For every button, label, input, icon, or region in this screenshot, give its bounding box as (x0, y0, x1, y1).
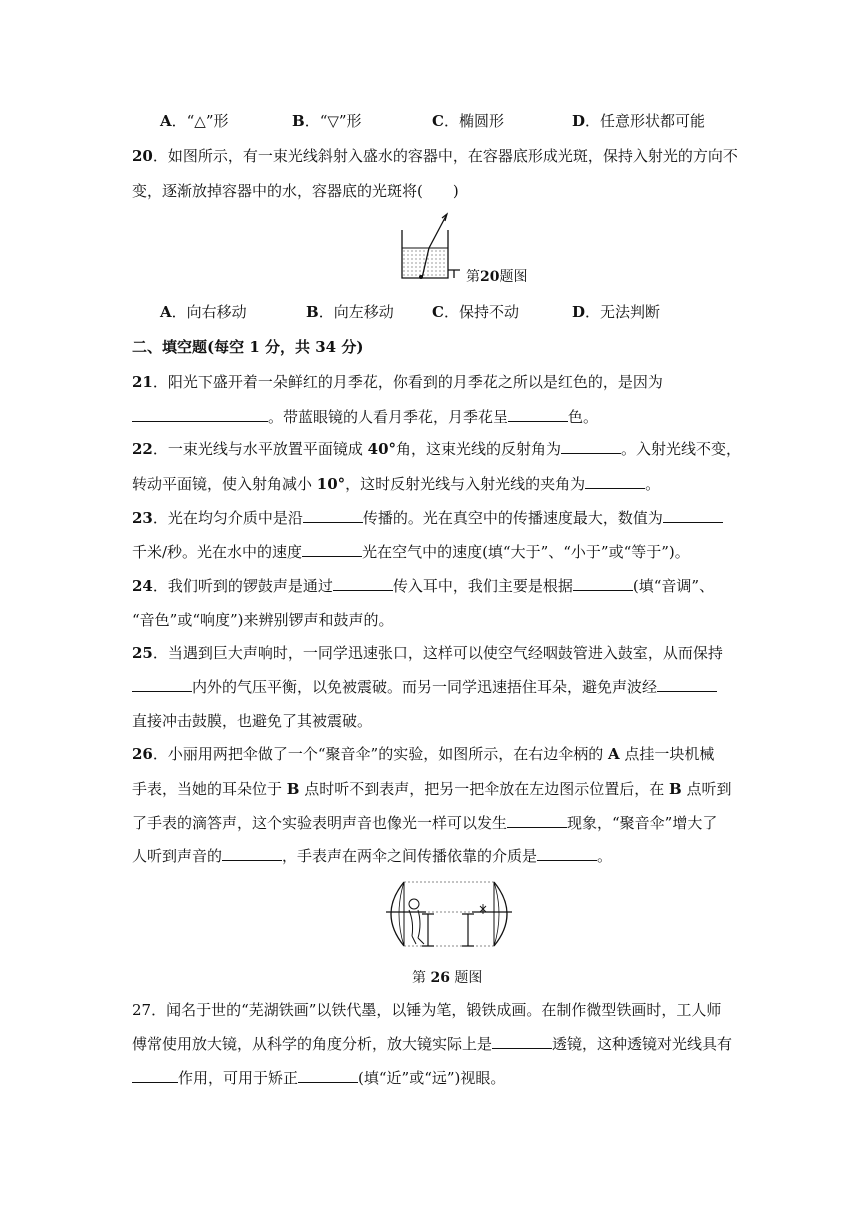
question-text: 色。 (568, 408, 599, 426)
question-text: ．阳光下盛开着一朵鲜红的月季花，你看到的月季花之所以是红色的，是因为 (152, 373, 663, 391)
q23-line-1 (132, 508, 723, 528)
question-text: ．我们听到的锣鼓声是通过 (152, 577, 333, 595)
option-text: ．“▽”形 (304, 112, 362, 130)
caption-number: 26 (430, 970, 450, 986)
q24-line-2 (132, 610, 394, 630)
q25-line-1 (132, 643, 723, 663)
option-text: ．保持不动 (443, 303, 519, 321)
question-text: 现象，“聚音伞”增大了 (567, 814, 718, 832)
option-text: ．向左移动 (318, 303, 394, 321)
answer-blank[interactable] (132, 407, 268, 422)
option-text: ．无法判断 (585, 303, 661, 321)
question-text: 角，这束光线的反射角为 (396, 440, 562, 458)
left-umbrella-rib (399, 882, 404, 946)
right-umbrella-canopy (494, 882, 507, 946)
question-number: 22 (132, 440, 153, 458)
question-text: ．一束光线与水平放置平面镜成 (152, 440, 368, 458)
q26-line-2 (132, 779, 731, 799)
answer-blank[interactable] (657, 677, 717, 692)
question-text: ，手表声在两伞之间传播依靠的介质是 (282, 847, 538, 865)
q20-option-a (160, 302, 247, 322)
caption-number: 20 (480, 269, 500, 285)
option-label: D (572, 303, 586, 321)
q19-option-d (572, 111, 705, 131)
q27-line-3 (132, 1068, 505, 1088)
left-umbrella-canopy (391, 882, 404, 946)
question-text: 点时听不到表声，把另一把伞放在左边图示位置后，在 (299, 780, 670, 798)
question-text: ．当遇到巨大声响时，一同学迅速张口，这样可以使空气经咽鼓管进入鼓室，从而保持 (152, 644, 723, 662)
question-text: 。带蓝眼镜的人看月季花，月季花呈 (268, 408, 509, 426)
question-text: 内外的气压平衡，以免被震破。而另一同学迅速捂住耳朵，避免声波经 (192, 678, 658, 696)
q20-option-d (572, 302, 660, 322)
question-text: 透镜，这种透镜对光线具有 (552, 1035, 733, 1053)
q19-option-b (292, 111, 362, 131)
question-text: 光在空气中的速度(填“大于”、“小于”或“等于”)。 (362, 543, 690, 561)
question-text: 27．闻名于世的“芜湖铁画”以铁代墨，以锤为笔，锻铁成画。在制作微型铁画时，工人师 (132, 1001, 722, 1019)
question-text: 傅常使用放大镜，从科学的角度分析，放大镜实际上是 (132, 1035, 493, 1053)
girl-head (409, 899, 419, 909)
light-spot (419, 275, 423, 279)
question-number: 25 (132, 644, 153, 662)
q26-line-3 (132, 813, 717, 833)
q22-line-1 (132, 439, 741, 459)
question-text: (填“音调”、 (632, 577, 715, 595)
section-total: 34 (315, 338, 337, 356)
option-label: A (160, 112, 172, 130)
q20-option-b (306, 302, 394, 322)
answer-blank[interactable] (302, 542, 362, 557)
section-score: 1 (249, 338, 260, 356)
q21-line-2 (132, 407, 598, 427)
container-light-figure (395, 210, 465, 285)
answer-blank[interactable] (132, 1068, 178, 1083)
answer-blank[interactable] (132, 677, 192, 692)
question-number: 20 (132, 147, 153, 165)
point-label: B (669, 780, 682, 798)
angle-value: 40° (367, 440, 397, 458)
question-text: 点听到 (681, 780, 732, 798)
question-number: 21 (132, 373, 153, 391)
option-label: B (306, 303, 319, 321)
question-text: 千米/秒。光在水中的速度 (132, 543, 303, 561)
point-label: B (286, 780, 300, 798)
question-text: 直接冲击鼓膜，也避免了其被震破。 (132, 712, 373, 730)
caption-text: 第 (466, 269, 480, 285)
question-text: 。 (645, 475, 661, 493)
section-title-text: 分) (336, 338, 364, 356)
q26-figure-caption (412, 967, 482, 987)
question-text: “音色”或“响度”)来辨别锣声和鼓声的。 (132, 611, 394, 629)
outlet-tap (448, 270, 460, 278)
answer-blank[interactable] (222, 846, 282, 861)
q21-line-1 (132, 372, 663, 392)
question-text: 转动平面镜，使入射角减小 (132, 475, 317, 493)
question-text: ，这时反射光线与入射光线的夹角为 (345, 475, 586, 493)
q23-line-2 (132, 542, 690, 562)
answer-blank[interactable] (298, 1068, 358, 1083)
option-label: A (160, 303, 172, 321)
question-text: 点挂一块机械 (619, 745, 715, 763)
q22-line-2 (132, 474, 660, 494)
option-label: C (432, 112, 444, 130)
answer-blank[interactable] (663, 508, 723, 523)
answer-blank[interactable] (333, 576, 393, 591)
q27-line-2 (132, 1034, 732, 1054)
q19-option-c (432, 111, 504, 131)
question-text: 变，逐渐放掉容器中的水，容器底的光斑将( ) (132, 182, 459, 200)
answer-blank[interactable] (561, 439, 621, 454)
question-text: 传播的。光在真空中的传播速度最大，数值为 (362, 509, 663, 527)
option-text: ．任意形状都可能 (585, 112, 706, 130)
girl-body (409, 910, 424, 944)
caption-text: 题图 (449, 970, 483, 986)
question-text: 了手表的滴答声，这个实验表明声音也像光一样可以发生 (132, 814, 508, 832)
q20-line-1 (132, 146, 738, 166)
left-stand (422, 914, 434, 946)
caption-text: 第 (412, 970, 431, 986)
question-text: ．光在均匀介质中是沿 (152, 509, 303, 527)
option-label: D (572, 112, 586, 130)
q27-line-1 (132, 1000, 721, 1020)
question-number: 24 (132, 577, 153, 595)
q20-option-c (432, 302, 519, 322)
q20-figure-caption (466, 266, 527, 286)
answer-blank[interactable] (508, 407, 568, 422)
q20-line-2 (132, 181, 459, 201)
right-stand (462, 914, 474, 946)
point-label: A (607, 745, 620, 763)
question-text: ．如图所示，有一束光线斜射入盛水的容器中，在容器底形成光斑，保持入射光的方向不 (152, 147, 738, 165)
section-title-text: 分，共 (259, 338, 316, 356)
option-text: ．椭圆形 (443, 112, 504, 130)
answer-blank[interactable] (573, 576, 633, 591)
section-title-text: 二、填空题(每空 (132, 338, 250, 356)
section-title (132, 337, 363, 357)
angle-value: 10° (316, 475, 346, 493)
q25-line-2 (132, 677, 717, 697)
question-text: 。入射光线不变， (621, 440, 742, 458)
answer-blank[interactable] (492, 1034, 552, 1049)
question-text: ．小丽用两把伞做了一个“聚音伞”的实验，如图所示，在右边伞柄的 (152, 745, 608, 763)
answer-blank[interactable] (585, 474, 645, 489)
question-number: 26 (132, 745, 153, 763)
question-text: 人听到声音的 (132, 847, 223, 865)
incident-ray (429, 214, 447, 248)
question-text: 作用，可用于矫正 (178, 1069, 299, 1087)
caption-text: 题图 (499, 269, 528, 285)
q19-option-a (160, 111, 229, 131)
option-label: C (432, 303, 444, 321)
question-text: 。 (597, 847, 613, 865)
q24-line-1 (132, 576, 714, 596)
q26-line-4 (132, 846, 612, 866)
q26-line-1 (132, 744, 714, 764)
q25-line-3 (132, 711, 372, 731)
right-umbrella-rib (494, 882, 499, 946)
question-number: 23 (132, 509, 153, 527)
question-text: 手表，当她的耳朵位于 (132, 780, 287, 798)
question-text: 传入耳中，我们主要是根据 (392, 577, 573, 595)
question-text: (填“近”或“远”)视眼。 (358, 1069, 506, 1087)
option-text: ．“△”形 (171, 112, 229, 130)
option-label: B (292, 112, 305, 130)
umbrella-figure (382, 878, 516, 950)
answer-blank[interactable] (303, 508, 363, 523)
option-text: ．向右移动 (171, 303, 247, 321)
answer-blank[interactable] (537, 846, 597, 861)
answer-blank[interactable] (507, 813, 567, 828)
